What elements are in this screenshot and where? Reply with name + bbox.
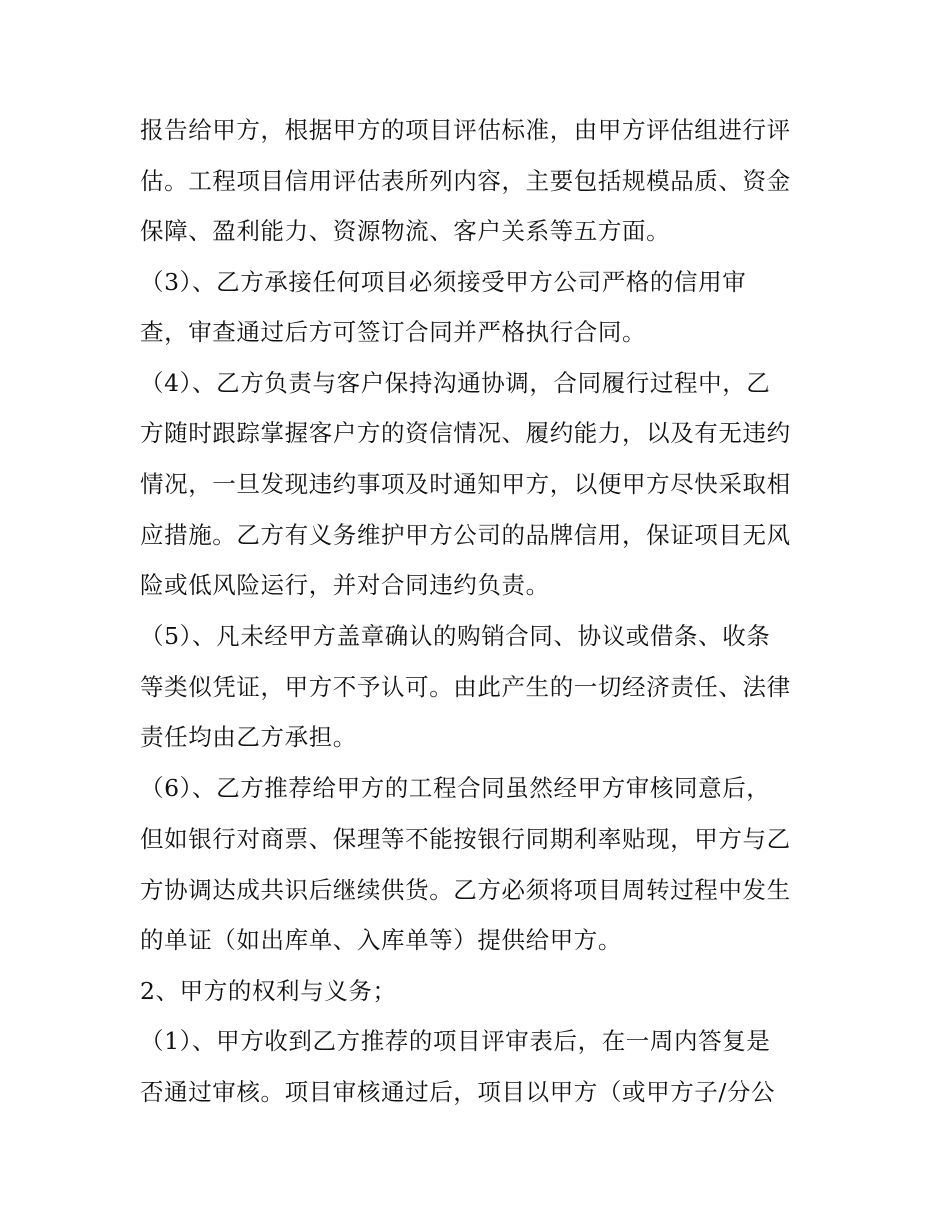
text-line: 保障、盈利能力、资源物流、客户关系等五方面。 [140,217,671,245]
text-line: 应措施。乙方有义务维护甲方公司的品牌信用，保证项目无风 [140,521,791,549]
text-line: 查，审查通过后方可签订合同并严格执行合同。 [140,318,647,346]
text-line: 方协调达成共识后继续供货。乙方必须将项目周转过程中发生 [140,876,791,904]
text-line: （6）、乙方推荐给甲方的工程合同虽然经甲方审核同意后， [140,774,771,802]
text-line: （3）、乙方承接任何项目必须接受甲方公司严格的信用审 [140,268,747,296]
text-line: 报告给甲方，根据甲方的项目评估标准，由甲方评估组进行评 [140,116,791,144]
text-line: 的单证（如出库单、入库单等）提供给甲方。 [140,926,622,954]
text-line: （5）、凡未经甲方盖章确认的购销合同、协议或借条、收条 [140,622,771,650]
text-line: 方随时跟踪掌握客户方的资信情况、履约能力，以及有无违约 [140,419,791,447]
text-line: 情况，一旦发现违约事项及时通知甲方，以便甲方尽快采取相 [140,470,791,498]
text-line: （4）、乙方负责与客户保持沟通协调，合同履行过程中，乙 [140,369,771,397]
section-heading: 2、甲方的权利与义务； [140,977,397,1005]
text-line: 估。工程项目信用评估表所列内容，主要包括规模品质、资金 [140,167,791,195]
text-line: 责任均由乙方承担。 [140,723,357,751]
text-line: 险或低风险运行，并对合同违约负责。 [140,571,550,599]
text-line: （1）、甲方收到乙方推荐的项目评审表后，在一周内答复是 [140,1027,771,1055]
text-line: 但如银行对商票、保理等不能按银行同期利率贴现，甲方与乙 [140,825,791,853]
text-line: 否通过审核。项目审核通过后，项目以甲方（或甲方子/分公 [140,1078,776,1106]
text-line: 等类似凭证，甲方不予认可。由此产生的一切经济责任、法律 [140,673,791,701]
